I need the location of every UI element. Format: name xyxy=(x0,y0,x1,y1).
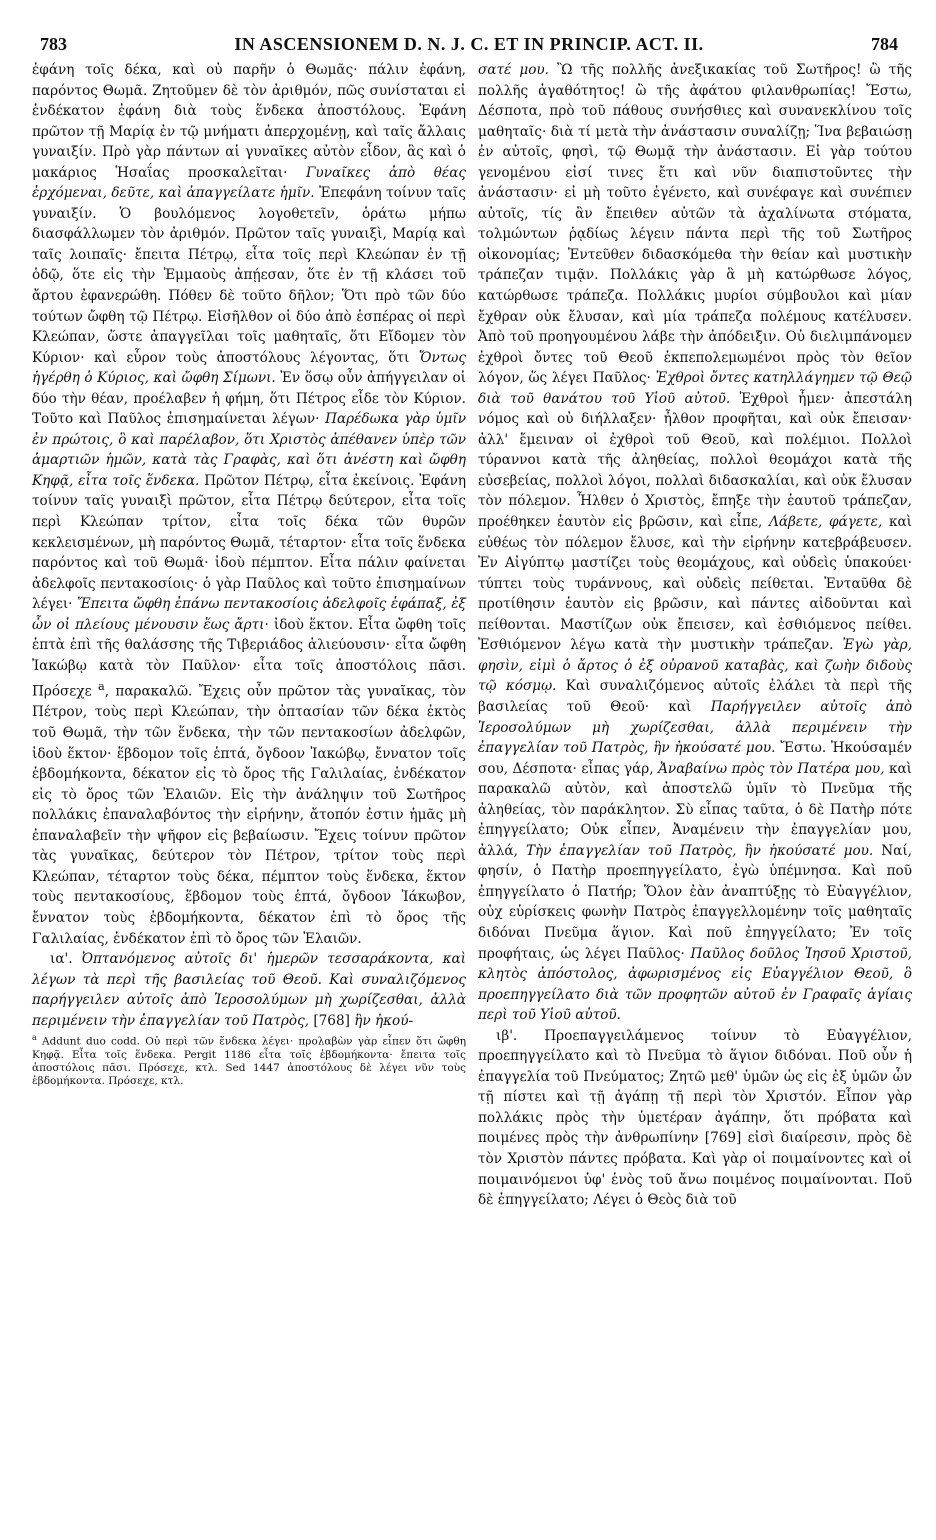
page-header xyxy=(40,34,898,56)
left-column xyxy=(32,60,466,1088)
scripture-quote: Ὀπτανόμενος αὐτοῖς δι' ἡμερῶν τεσσαράκοντα, καὶ λέγων τὰ περὶ τῆς βασιλείας τοῦ Θεοῦ. Καὶ συναλιζόμενος παρήγγειλεν αὐτοῖς ἀπὸ Ἱεροσολύμων μὴ χωρίζεσθαι, ἀλλὰ περιμένειν τὴν ἐπαγγελίαν τοῦ Πατρὸς, xyxy=(32,951,467,1029)
text-run: ἐφάνη τοῖς δέκα, καὶ οὐ παρῆν ὁ Θωμᾶς· πάλιν ἐφάνη, παρόντος Θωμᾶ. Ζητοῦμεν δὲ τὸν ἀριθμόν, πῶς συνίσταται εἰ ἑνδέκατον ἐφάνη διὰ τοὺς ἕνδεκα ἀποστόλους. Ἐφάνη πρῶτον τῇ Μαρίᾳ ἐν τῷ μνήματι ἀπερχομένῃ, καὶ ταῖς ἄλλαις γυναιξίν. Πρὸ γὰρ πάντων αἱ γυναῖκες αὐτὸν εἶδον, ἃς καὶ ὁ μακάριος Ἡσαΐας προσκαλεῖται· xyxy=(32,62,466,181)
scripture-quote: ἣν ἠκού- xyxy=(354,1012,414,1029)
paragraph xyxy=(32,60,466,949)
scripture-quote: Τὴν ἐπαγγελίαν τοῦ Πατρὸς, ἣν ἠκούσατέ μου. xyxy=(525,842,874,859)
text-run: Ἐν ὅσῳ οὖν ἀπήγγειλαν οἱ δύο τὴν θέαν, προέλαβεν ἡ φήμη, ὅτι Πέτρος εἶδε τὸν Κύριον. Τοῦτο καὶ Παῦλος ἐπισημαίνεται λέγων· xyxy=(32,370,466,428)
text-run: Ἐπεφάνη τοίνυν ταῖς γυναιξίν. Ὁ βουλόμενος λογοθετεῖν, ὁράτω μήπω διασφάλλωμεν τὸν ἀριθμόν. Πρῶτον ταῖς γυναιξὶ, Μαρίᾳ καὶ ταῖς λοιπαῖς· ἔπειτα Πέτρῳ, εἶτα τοῖς περὶ Κλεώπαν ἐν τῇ ὁδῷ, ὅτε εἰς τὴν Ἐμμαοὺς ἀπῄεσαν, ὅτε ἐν τῇ κλάσει τοῦ ἄρτου ἐφανερώθη. Πόθεν δὲ τοῦτο δῆλον; Ὅτι πρὸ τῶν δύο τούτων ὤφθη τῷ Πέτρῳ. Εἰσῆλθον οἱ δύο ἀπὸ ἑσπέρας οἱ περὶ Κλεώπαν, ὥστε ἀπαγγεῖλαι τοῖς μαθηταῖς, ὅτι Εἴδομεν τὸν Κύριον· καὶ εὗρον τοὺς ἀποστόλους λέγοντας, ὅτι xyxy=(32,185,466,366)
text-run: Ἐχθροὶ ἦμεν· ἀπεστάλη νόμος καὶ οὐ διήλλαξεν· ἦλθον προφῆται, καὶ οὐκ ἔπεισαν· ἀλλ' ἔμειναν οἱ ἐχθροὶ τοῦ Θεοῦ, καὶ πολέμιοι. Πολλοὶ τύραννοι κατὰ τῆς ἀληθείας, πολλοὶ θεομάχοι κατὰ τῆς εὐσεβείας, πολλοὶ λόγοι, πολλαὶ διδασκαλίαι, καὶ οὐκ ἔλυσαν τὸν πόλεμον. Ἦλθεν ὁ Χριστὸς, ἔπηξε τὴν ἑαυτοῦ τράπεζαν, προέθηκεν ἑαυτὸν εἰς βρῶσιν, καὶ εἶπε, xyxy=(478,390,912,531)
section-number: ιβ'. xyxy=(496,1027,518,1044)
text-run: καὶ εὐθέως τὸν πόλεμον ἔλυσε, καὶ τὴν εἰρήνην κατεβράβευσεν. Ἐν Αἰγύπτῳ μαστίζει τοὺς θεομάχους, καὶ οὐδεὶς ὑπακούει· τύπτει τοὺς τυράννους, καὶ οὐδεὶς πείθεται. Ἐνταῦθα δὲ προτίθησιν ἑαυτὸν εἰς βρῶσιν, καὶ πάντες αἰδοῦνται καὶ πείθονται. Μαστίζων οὐκ ἔπεισεν, καὶ ἐσθιόμενος πείθει. Ἐσθιόμενον λέγω κατὰ τὴν μυστικὴν τράπεζαν. xyxy=(478,514,913,654)
text-run: Ναί, φησίν, ὁ Πατὴρ προεπηγγείλατο, ἐγὼ ὑπέμνησα. Καὶ ποῦ ἐπηγγείλατο ὁ Πατήρ; Ὅλον ἐὰν ἀναπτύξῃς τὸ Εὐαγγέλιον, οὐχ εὑρίσκεις φωνὴν Πατρὸς ἐπαγγελλομένην τοῖς μαθηταῖς διδόναι Πνεῦμα ἅγιον. Καὶ ποῦ ἐπηγγείλατο; Ἐν τοῖς προφήταις, ὡς λέγει Παῦλος· xyxy=(478,842,912,962)
text-run: ἰδοὺ ἕκτον. Εἶτα ὤφθη τοῖς ἑπτὰ ἐπὶ τῆς θαλάσσης τῆς Τιβεριάδος ἁλιεύουσιν· εἶτα ὤφθη Ἰακώβῳ κατὰ τὸν Παῦλον· εἶτα τοῖς ἀποστόλοις πᾶσι. Πρόσεχε xyxy=(32,616,466,700)
scripture-quote: Παρήγγειλεν αὐτοῖς ἀπὸ Ἱεροσολύμων μὴ χωρίζεσθαι, ἀλλὰ περιμένειν τὴν ἐπαγγελίαν τοῦ Πατρὸς, ἣν ἠκούσατέ μου. xyxy=(478,698,912,757)
footnote-reference: a xyxy=(97,679,105,694)
scripture-quote: Ἔπειτα ὤφθη ἐπάνω πεντακοσίοις ἀδελφοῖς ἐφάπαξ, ἐξ ὧν οἱ πλείους μένουσιν ἕως ἄρτι· xyxy=(32,596,466,633)
page-number-right: 784 xyxy=(871,34,898,54)
scripture-quote: Παρέδωκα γὰρ ὑμῖν ἐν πρώτοις, ὃ καὶ παρέλαβον, ὅτι Χριστὸς ἀπέθανεν ὑπὲρ τῶν ἁμαρτιῶν ἡμῶν, κατὰ τὰς Γραφὰς, καὶ ὅτι ἀνέστη καὶ ὤφθη Κηφᾷ, εἶτα τοῖς ἕνδεκα. xyxy=(32,411,466,489)
column-reference: [769] xyxy=(704,1130,742,1147)
text-run: Ἔστω. Ἠκούσαμέν σου, Δέσποτα· εἶπας γάρ, xyxy=(478,740,912,777)
paragraph xyxy=(32,949,466,1031)
scripture-quote: Παῦλος δοῦλος Ἰησοῦ Χριστοῦ, κλητὸς ἀπόστολος, ἀφωρισμένος εἰς Εὐαγγέλιον Θεοῦ, ὃ προεπηγγείλατο διὰ τῶν προφητῶν αὐτοῦ ἐν Γραφαῖς ἁγίαις περὶ τοῦ Υἱοῦ αὐτοῦ. xyxy=(478,945,913,1024)
footnote xyxy=(32,1031,466,1088)
scripture-quote: Ὄντως ἠγέρθη ὁ Κύριος, καὶ ὤφθη Σίμωνι. xyxy=(32,349,466,387)
text-run: , παρακαλῶ. Ἔχεις οὖν πρῶτον τὰς γυναῖκας, τὸν Πέτρον, τοὺς περὶ Κλεώπαν, τὴν ὀπτασίαν τῶν δέκα ἐκτὸς τοῦ Θωμᾶ, τὴν τῶν ἕνδεκα, τὴν τῶν πεντακοσίων ἀδελφῶν, ἰδοὺ ἕκτον· ἕβδομον τοῖς ἑπτά, ὄγδοον Ἰακώβῳ, ἔννατον τοῖς ἑβδομήκοντα, δέκατον εἰς τὸ ὄρος τῆς Γαλιλαίας, ἑνδέκατον εἰς τὸ ὄρος τῶν Ἐλαιῶν. Εἰς τὴν ἀνάληψιν τοῦ Σωτῆρος πολλάκις ἐπαναλαβόντος τὴν εἰρήνην, ἄτοπόν ἐστιν ἡμᾶς μὴ ἐπαναλαβεῖν τὴν ψῆφον εἰς βεβαίωσιν. Ἔχεις τοίνυν πρῶτον τὰς γυναῖκας, δεύτερον τὸν Πέτρον, τρίτον τοὺς περὶ Κλεώπαν, τέταρτον τοὺς δέκα, πέμπτον τοὺς ἕνδεκα, ἕκτον τοὺς πεντακοσίους, ἕβδομον τοὺς ἑπτά, ὄγδοον Ἰάκωβον, ἔννατον τοὺς ἑβδομήκοντα, δέκατον ἐπὶ τὸ ὄρος τῆς Γαλιλαίας, ἑνδέκατον ἐπὶ τὸ ὄρος τῶν Ἐλαιῶν. xyxy=(32,683,466,947)
scripture-quote: Ἐχθροὶ ὄντες κατηλλάγημεν τῷ Θεῷ διὰ τοῦ θανάτου τοῦ Υἱοῦ αὐτοῦ. xyxy=(478,370,912,407)
right-column xyxy=(478,60,912,1211)
text-run: Πρῶτον Πέτρῳ, εἶτα ἐκείνοις. Ἐφάνη τοίνυν ταῖς γυναιξὶ πρῶτον, εἶτα Πέτρῳ δεύτερον, εἶτα τοῖς περὶ Κλεώπαν τρίτον, εἶτα τοῖς δέκα τῶν θυρῶν κεκλεισμένων, μὴ παρόντος Θωμᾶ, τέταρτον· εἶτα τοῖς ἕνδεκα παρόντος καὶ τοῦ Θωμᾶ· ἰδοὺ πέμπτον. Εἶτα πάλιν φαίνεται ἀδελφοῖς πεντακοσίοις· ὁ γὰρ Παῦλος καὶ τοῦτο ἐπισημαίνων λέγει· xyxy=(32,472,466,613)
section-number: ια'. xyxy=(50,951,73,968)
scripture-quote: Γυναῖκες ἀπὸ θέας ἐρχόμεναι, δεῦτε, καὶ ἀπαγγείλατε ἡμῖν. xyxy=(32,164,466,202)
text-run: Προεπαγγειλάμενος τοίνυν τὸ Εὐαγγέλιον, προεπηγγείλατο καὶ τὸ Πνεῦμα τὸ ἅγιον διδόναι. Ποῦ οὖν ἡ ἐπαγγελία τοῦ Πνεύματος; Ζητῶ μεθ' ὑμῶν ὡς εἰς ἐξ ὑμῶν ὧν τῇ πίστει καὶ τῇ ἀγάπῃ τῇ περὶ τὸν Χριστόν. Εἶπον γὰρ πολλάκις πρὸς τὴν ὑμετέραν ἀγάπην, ὅτι πρόβατα καὶ ποιμένες πρὸς τὴν ἀνθρωπίνην xyxy=(478,1027,912,1147)
page-number-left: 783 xyxy=(40,34,67,54)
running-title: IN ASCENSIONEM D. N. J. C. ET IN PRINCIP. ACT. II. xyxy=(234,34,704,54)
text-run: εἰσὶ διαίρεσιν, πρὸς δὲ τὸν Χριστὸν πάντες πρόβατα. Καὶ γὰρ οἱ ποιμαίνοντες καὶ οἱ ποιμαινόμενοι ὑφ' ἑνὸς τοῦ ἄνω ποιμένος ποιμαίνονται. Ποῦ δὲ ἐπηγγείλατο; Λέγει ὁ Θεὸς διὰ τοῦ xyxy=(478,1130,912,1209)
text-run: καὶ παρακαλῶ αὐτὸν, καὶ ἀποστελῶ ὑμῖν τὸ Πνεῦμα τῆς ἀληθείας, τὸν παράκλητον. Σὺ εἶπας ταῦτα, ὁ δὲ Πατὴρ πότε ἐπηγγείλατο; Οὐκ εἶπεν, Ἀναμένειν τὴν ἐπαγγελίαν μου, ἀλλά, xyxy=(478,760,912,859)
scripture-quote: Ἀναβαίνω πρὸς τὸν Πατέρα μου, xyxy=(658,760,885,777)
scripture-quote: Λάβετε, φάγετε, xyxy=(769,514,883,531)
paragraph xyxy=(478,60,912,1026)
scripture-quote: σατέ μου. xyxy=(478,62,549,78)
column-reference: [768] xyxy=(313,1012,350,1029)
text-run: Καὶ συναλιζόμενος αὐτοῖς ἐλάλει τὰ περὶ τῆς βασιλείας τοῦ Θεοῦ· καὶ xyxy=(478,678,912,715)
footnote-mark: a xyxy=(32,1033,37,1043)
text-run: Ὢ τῆς πολλῆς ἀνεξικακίας τοῦ Σωτῆρος! ὢ τῆς πολλῆς ἀγαθότητος! ὢ τῆς ἀφάτου φιλανθρωπίας! Ἔστω, Δέσποτα, πρὸ τοῦ πάθους συνήσθιες καὶ συνανεκλίνου τοῖς μαθηταῖς· διὰ τί μετὰ τὴν ἀνάστασιν συναλίζῃ; Ἵνα βεβαιώσῃ ἐν αὐτοῖς, φησὶ, τῷ Θωμᾷ τὴν ἀνάστασιν. Εἰ γὰρ τούτου γενομένου εἰσί τινες ἔτι καὶ νῦν διαπιστοῦντες τὴν ἀνάστασιν· εἰ μὴ τοῦτο ἐγένετο, καὶ συνέφαγε καὶ συνέπιεν αὐτοῖς, τίς ἂν ἔπειθεν αὐτῶν τὰ ἀχαλίνωτα στόματα, τολμώντων ῥᾳδίως λέγειν πάντα περὶ τῆς τοῦ Σωτῆρος οἰκονομίας; Ἐντεῦθεν διδασκόμεθα τὴν θείαν καὶ μυστικὴν τράπεζαν τιμᾷν. Πολλάκις γὰρ ἃ μὴ κατώρθωσε λόγος, κατώρθωσε τράπεζα. Πολλάκις μυρίοι σύμβουλοι καὶ μίαν ἔχθραν οὐκ ἔλυσαν, καὶ μία τράπεζα πολέμους κατέλυσεν. Ἀπὸ τοῦ προηγουμένου λάβε τὴν ἀπόδειξιν. Οὐ διελιμπάνομεν ἐχθροὶ ὄντες τοῦ Θεοῦ ἐκπεπολεμωμένοι πρὸς τὸν θεῖον λόγον, ὥς λέγει Παῦλος· xyxy=(478,62,912,387)
paragraph xyxy=(478,1026,912,1211)
scripture-quote: Ἐγὼ γὰρ, φησὶν, εἰμὶ ὁ ἄρτος ὁ ἐξ οὐρανοῦ καταβὰς, καὶ ζωὴν διδοὺς τῷ κόσμῳ. xyxy=(478,637,912,695)
footnote-text: Addunt duo codd. Οὐ περὶ τῶν ἕνδεκα λέγει· προλαβὼν γὰρ εἶπεν ὅτι ὤφθη Κηφᾷ. Εἶτα τοῖς ἕνδεκα. Pergit 1186 εἶτα τοῖς ἑβδομήκοντα· ἔπειτα τοῖς ἀποστόλοις πᾶσι. Πρόσεχε, κτλ. Sed 1447 ἀποστόλους δὲ λέγει νῦν τοὺς ἑβδομήκοντα. Πρόσεχε, κτλ. xyxy=(32,1035,466,1087)
